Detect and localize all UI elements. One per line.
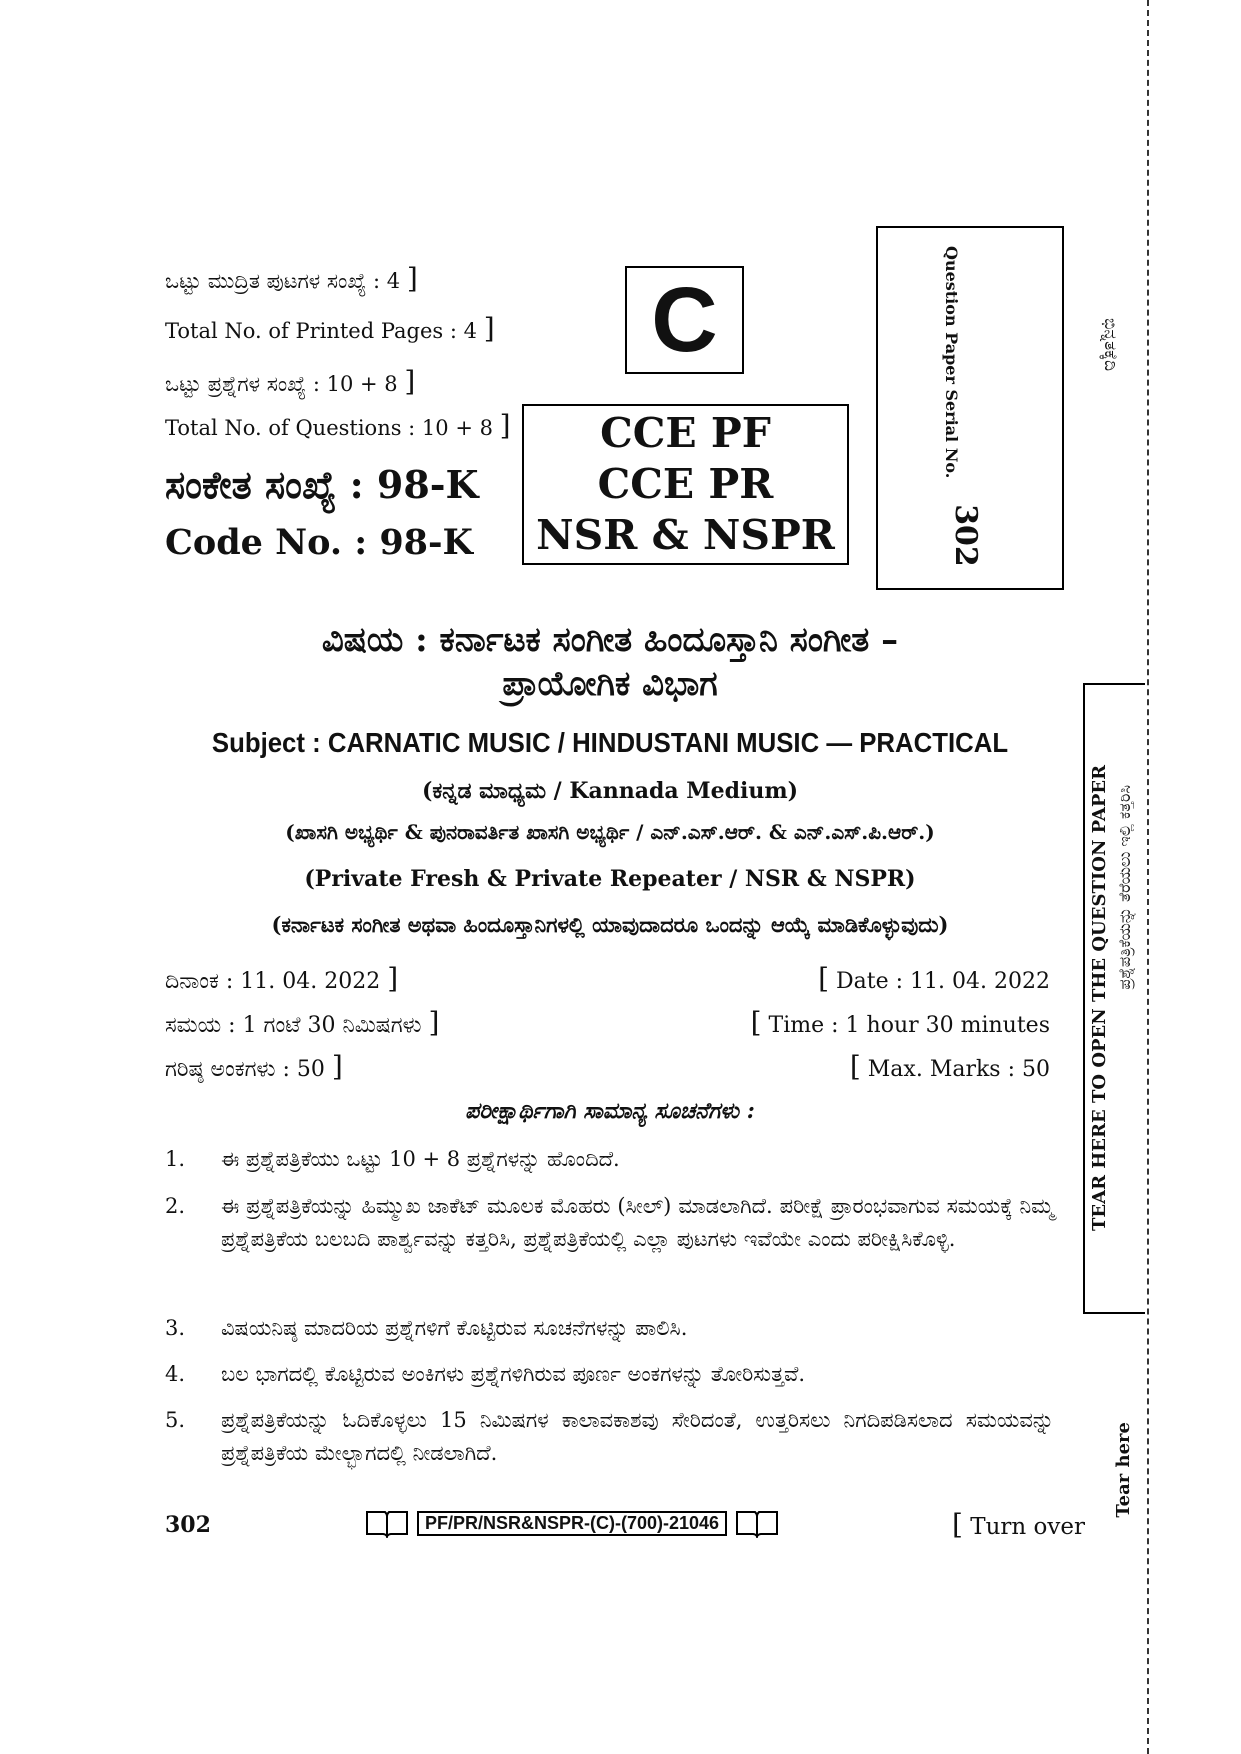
date-en: [ Date : 11. 04. 2022 xyxy=(818,962,1050,995)
time-kn: ಸಮಯ : 1 ಗಂಟೆ 30 ನಿಮಿಷಗಳು ] xyxy=(165,1006,440,1039)
tear-here-label: Tear here xyxy=(1113,1422,1134,1518)
tear-instruction-box xyxy=(1083,683,1145,1314)
book-icon xyxy=(365,1508,409,1538)
serial-number: 302 xyxy=(947,504,983,567)
version-letter: C xyxy=(651,268,718,371)
tear-dashed-line xyxy=(1147,0,1149,1754)
paper-code: PF/PR/NSR&NSPR-(C)-(700)-21046 xyxy=(417,1511,727,1536)
tear-text-en: TEAR HERE TO OPEN THE QUESTION PAPER xyxy=(1089,764,1110,1232)
book-icon xyxy=(735,1508,779,1538)
choice-note: (ಕರ್ನಾಟಕ ಸಂಗೀತ ಅಥವಾ ಹಿಂದೂಸ್ತಾನಿಗಳಲ್ಲಿ ಯಾವುದಾದರೂ ಒಂದನ್ನು ಆಯ್ಕೆ ಮಾಡಿಕೊಳ್ಳುವುದು) xyxy=(271,912,949,937)
printed-pages-kn: ಒಟ್ಟು ಮುದ್ರಿತ ಪುಟಗಳ ಸಂಖ್ಯೆ : 4 ] xyxy=(165,262,418,295)
exam-line: CCE PF xyxy=(600,409,771,457)
questions-count-en: Total No. of Questions : 10 + 8 ] xyxy=(165,409,511,442)
printed-pages-en: Total No. of Printed Pages : 4 ] xyxy=(165,312,495,345)
time-en: [ Time : 1 hour 30 minutes xyxy=(750,1006,1050,1039)
subject-english: Subject : CARNATIC MUSIC / HINDUSTANI MUSIC — PRACTICAL xyxy=(211,727,1009,758)
turn-over: [ Turn over xyxy=(952,1508,1085,1541)
code-number-kn: ಸಂಕೇತ ಸಂಖ್ಯೆ : 98-K xyxy=(165,462,479,507)
exam-type-box xyxy=(522,404,849,565)
footer-page-code: 302 xyxy=(165,1512,211,1538)
candidate-type-kn: (ಖಾಸಗಿ ಅಭ್ಯರ್ಥಿ & ಪುನರಾವರ್ತಿತ ಖಾಸಗಿ ಅಭ್ಯರ್ಥಿ / ಎನ್.ಎಸ್.ಆರ್. & ಎನ್.ಎಸ್.ಪಿ.ಆರ್.) xyxy=(285,820,935,844)
instructions-title: ಪರೀಕ್ಷಾರ್ಥಿಗಾಗಿ ಸಾಮಾನ್ಯ ಸೂಚನೆಗಳು : xyxy=(465,1098,755,1124)
subject-kannada: ವಿಷಯ : ಕರ್ನಾಟಕ ಸಂಗೀತ ಹಿಂದೂಸ್ತಾನಿ ಸಂಗೀತ – ಪ್ರಾಯೋಗಿಕ ವಿಭಾಗ xyxy=(321,620,899,704)
code-number-en: Code No. : 98-K xyxy=(165,522,473,563)
version-box xyxy=(625,266,744,374)
questions-count-kn: ಒಟ್ಟು ಪ್ರಶ್ನೆಗಳ ಸಂಖ್ಯೆ : 10 + 8 ] xyxy=(165,365,416,398)
serial-label: Question Paper Serial No. xyxy=(942,246,961,479)
exam-line: CCE PR xyxy=(597,460,774,508)
footer-paper-code xyxy=(365,1508,779,1538)
marks-kn: ಗರಿಷ್ಠ ಅಂಕಗಳು : 50 ] xyxy=(165,1050,343,1083)
tear-text-kn: ಪ್ರಶ್ನೆಪತ್ರಿಕೆಯನ್ನು ತೆರೆಯಲು ಇಲ್ಲಿ ಕತ್ತರಿಸಿ xyxy=(1115,785,1134,990)
serial-number-box xyxy=(876,226,1064,590)
medium-label: (ಕನ್ನಡ ಮಾಧ್ಯಮ / Kannada Medium) xyxy=(421,778,799,804)
exam-line: NSR & NSPR xyxy=(536,511,835,559)
candidate-type-en: (Private Fresh & Private Repeater / NSR & NSPR) xyxy=(304,866,916,892)
vertical-kannada-label: ಭಿನ್ನತಕ್ಕೆದಿ xyxy=(1100,318,1120,372)
marks-en: [ Max. Marks : 50 xyxy=(849,1050,1050,1083)
date-kn: ದಿನಾಂಕ : 11. 04. 2022 ] xyxy=(165,962,399,995)
